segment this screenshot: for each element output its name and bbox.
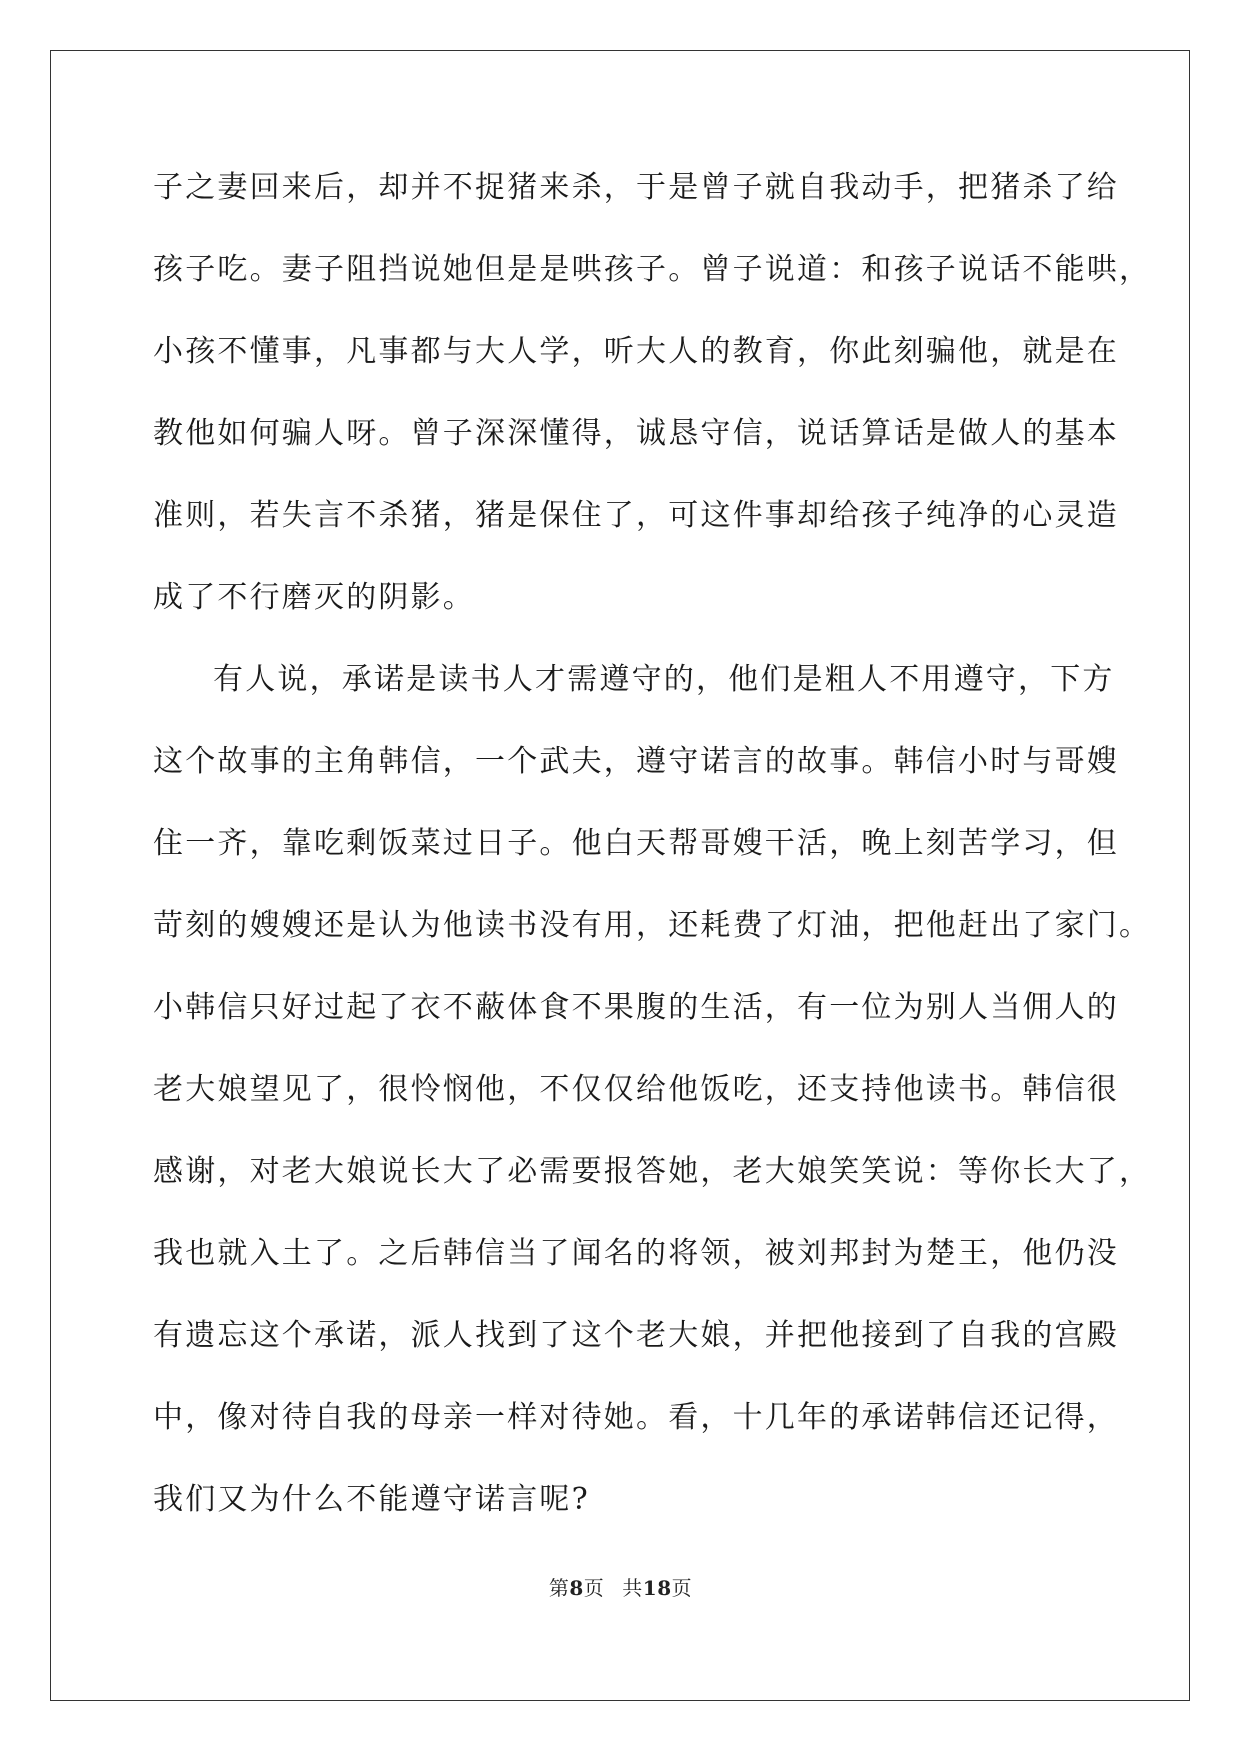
text-line: 教他如何骗人呀。曾子深深懂得，诚恳守信，说话算话是做人的基本 — [153, 416, 1119, 451]
page-footer — [0, 1572, 1241, 1601]
text-line: 有人说，承诺是读书人才需遵守的，他们是粗人不用遵守，下方 — [213, 662, 1115, 697]
text-line: 小韩信只好过起了衣不蔽体食不果腹的生活，有一位为别人当佣人的 — [153, 990, 1119, 1025]
total-pages: 18 — [642, 1576, 672, 1600]
total-suffix: 页 — [671, 1576, 693, 1600]
text-line: 苛刻的嫂嫂还是认为他读书没有用，还耗费了灯油，把他赶出了家门。 — [153, 908, 1152, 943]
text-line: 感谢，对老大娘说长大了必需要报答她，老大娘笑笑说：等你长大了， — [153, 1154, 1152, 1189]
page-number: 8 — [569, 1576, 584, 1600]
text-line: 有遗忘这个承诺，派人找到了这个老大娘，并把他接到了自我的宫殿 — [153, 1318, 1119, 1353]
text-line: 中，像对待自我的母亲一样对待她。看，十几年的承诺韩信还记得， — [153, 1400, 1119, 1435]
text-line: 子之妻回来后，却并不捉猪来杀，于是曾子就自我动手，把猪杀了给 — [153, 170, 1119, 205]
text-line: 老大娘望见了，很怜悯他，不仅仅给他饭吃，还支持他读书。韩信很 — [153, 1072, 1119, 1107]
text-line: 准则，若失言不杀猪，猪是保住了，可这件事却给孩子纯净的心灵造 — [153, 498, 1119, 533]
text-line: 我们又为什么不能遵守诺言呢? — [153, 1482, 590, 1517]
document-body — [153, 160, 1152, 1554]
page-suffix: 页 — [583, 1576, 605, 1600]
text-line: 小孩不懂事，凡事都与大人学，听大人的教育，你此刻骗他，就是在 — [153, 334, 1119, 369]
text-line: 孩子吃。妻子阻挡说她但是是哄孩子。曾子说道：和孩子说话不能哄， — [153, 252, 1152, 287]
text-line: 住一齐，靠吃剩饭菜过日子。他白天帮哥嫂干活，晚上刻苦学习，但 — [153, 826, 1119, 861]
total-prefix: 共 — [622, 1576, 643, 1600]
text-line: 成了不行磨灭的阴影。 — [153, 580, 475, 615]
text-line: 这个故事的主角韩信，一个武夫，遵守诺言的故事。韩信小时与哥嫂 — [153, 744, 1119, 779]
page-prefix: 第 — [548, 1576, 570, 1600]
text-line: 我也就入土了。之后韩信当了闻名的将领，被刘邦封为楚王，他仍没 — [153, 1236, 1119, 1271]
